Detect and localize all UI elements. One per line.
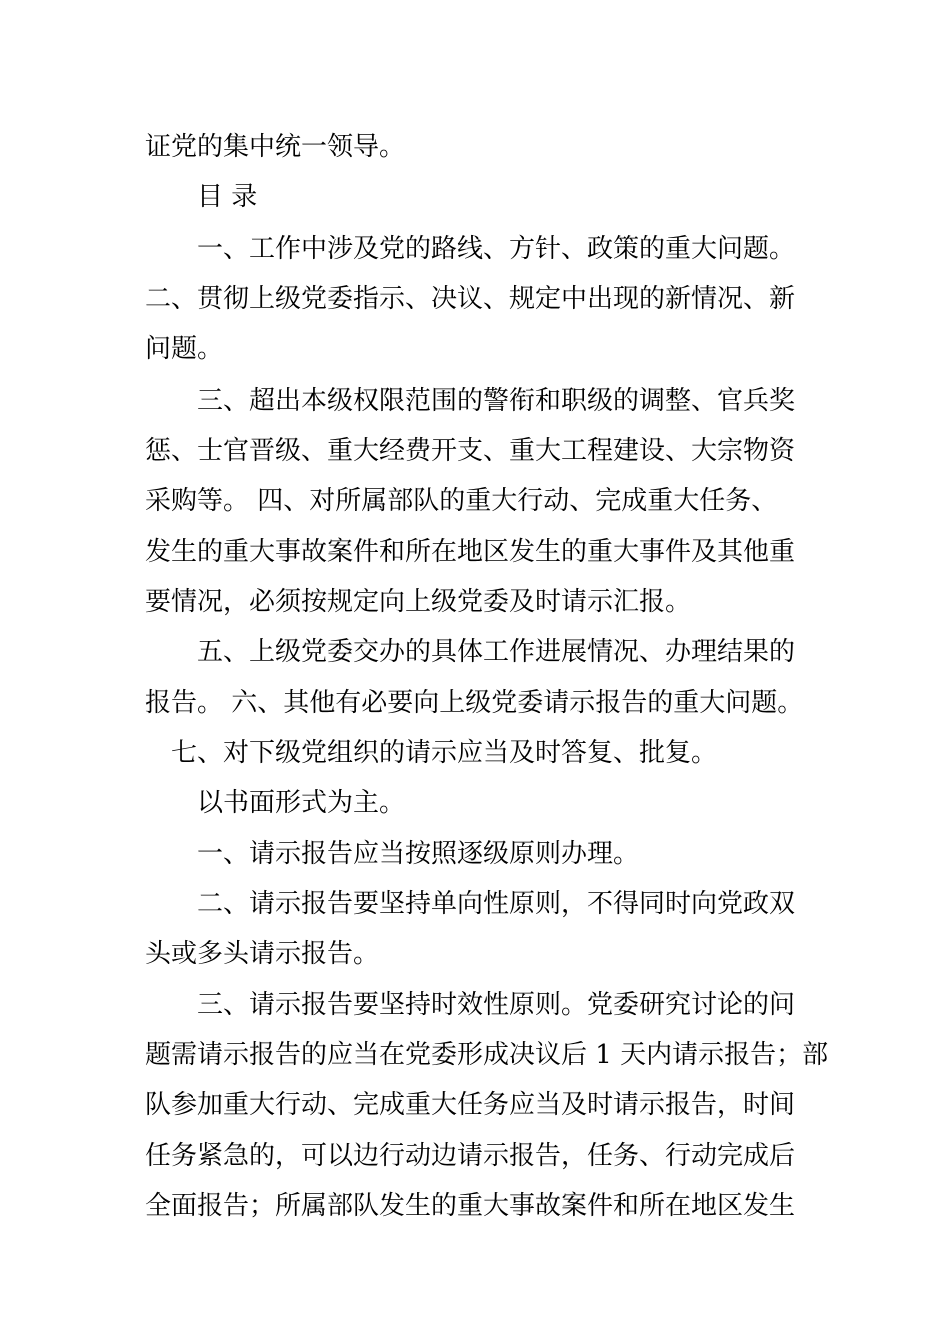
text-line: 二、请示报告要坚持单向性原则，不得同时向党政双	[197, 889, 796, 919]
text-line: 证党的集中统一领导。	[145, 132, 406, 162]
text-line: 惩、士官晋级、重大经费开支、重大工程建设、大宗物资	[145, 436, 796, 466]
text-line: 队参加重大行动、完成重大任务应当及时请示报告，时间	[145, 1090, 796, 1120]
text-line: 三、超出本级权限范围的警衔和职级的调整、官兵奖	[197, 386, 796, 416]
text-line: 五、上级党委交办的具体工作进展情况、办理结果的	[197, 637, 796, 667]
text-line: 以书面形式为主。	[197, 788, 406, 818]
text-line: 题需请示报告的应当在党委形成决议后 1 天内请示报告；部	[145, 1040, 829, 1070]
text-line: 任务紧急的，可以边行动边请示报告，任务、行动完成后	[145, 1141, 796, 1171]
text-line: 一、请示报告应当按照逐级原则办理。	[197, 839, 640, 869]
text-line: 头或多头请示报告。	[145, 939, 380, 969]
text-line: 三、请示报告要坚持时效性原则。党委研究讨论的问	[197, 990, 796, 1020]
text-line: 问题。	[145, 334, 224, 364]
text-line: 报告。 六、其他有必要向上级党委请示报告的重大问题。	[145, 688, 804, 718]
text-line: 发生的重大事故案件和所在地区发生的重大事件及其他重	[145, 537, 796, 567]
text-line: 要情况，必须按规定向上级党委及时请示汇报。	[145, 587, 692, 617]
text-line: 一、工作中涉及党的路线、方针、政策的重大问题。	[197, 234, 796, 264]
text-line: 二、贯彻上级党委指示、决议、规定中出现的新情况、新	[145, 284, 796, 314]
toc-heading: 目 录	[197, 182, 258, 212]
text-line: 七、对下级党组织的请示应当及时答复、批复。	[171, 738, 718, 768]
text-line: 采购等。 四、对所属部队的重大行动、完成重大任务、	[145, 486, 778, 516]
text-line: 全面报告；所属部队发生的重大事故案件和所在地区发生	[145, 1191, 796, 1221]
